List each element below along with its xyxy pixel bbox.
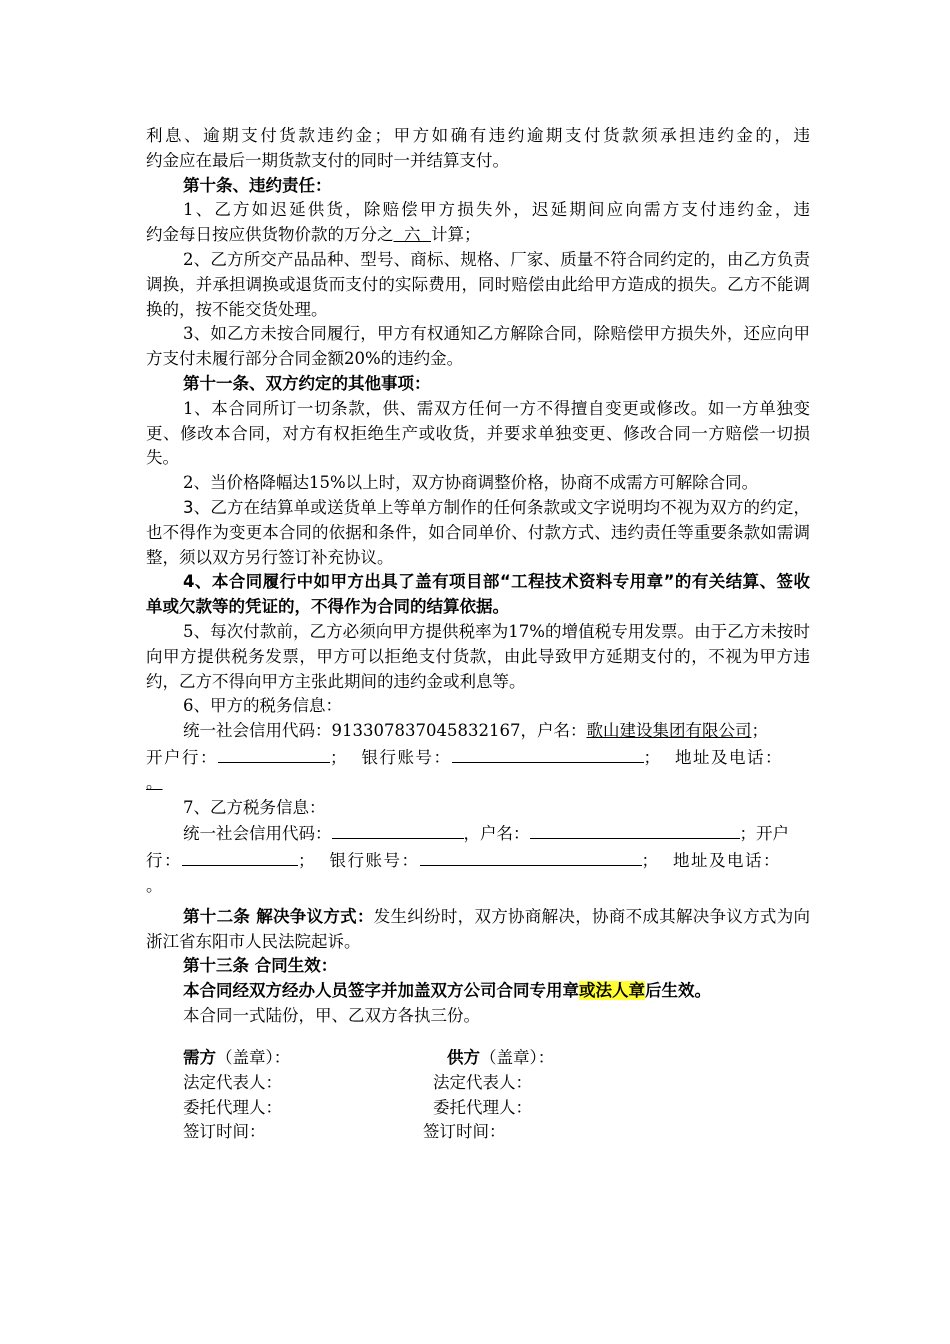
article-11-clause-3: 3、乙方在结算单或送货单上等单方制作的任何条款或文字说明均不视为双方的约定，也不得作为变更本合同的依据和条件，如合同单价、付款方式、违约责任等重要条款如需调整，须以双方另行签订补充协议。 <box>146 497 810 567</box>
buyer-seal-line <box>183 1046 290 1071</box>
article-11-clause-2: 2、当价格降幅达15%以上时，双方协商调整价格，协商不成需方可解除合同。 <box>183 473 759 493</box>
intro-line-2: 约金应在最后一期货款支付的同时一并结算支付。 <box>146 150 509 170</box>
supplier-seal-line <box>433 1046 554 1071</box>
article-11-clause-6-title: 6、甲方的税务信息： <box>183 696 342 716</box>
supplier-sign-date: 签订时间： <box>423 1122 506 1142</box>
punctuation: ； <box>641 851 660 871</box>
address-label: 地址及电话： <box>673 851 781 871</box>
punctuation: ； <box>330 747 348 767</box>
bank-label-start: ；开户 <box>739 824 789 844</box>
article-11-clause-7-title: 7、乙方税务信息： <box>183 797 326 817</box>
party-a-tax-code-line <box>146 719 810 744</box>
article-11-title: 第十一条、双方约定的其他事项： <box>183 373 431 393</box>
address-label: 地址及电话： <box>675 747 783 767</box>
bank-label: 开户行： <box>146 747 218 767</box>
party-a-bank-field[interactable] <box>218 744 330 763</box>
supplier-agent: 委托代理人： <box>433 1097 532 1117</box>
account-name-label: ，户名： <box>463 824 530 844</box>
highlighted-text: 或法人章 <box>579 981 645 1001</box>
article-11-clause-4: 4、本合同履行中如甲方出具了盖有项目部“工程技术资料专用章”的有关结算、签收单或欠款等的凭证的，不得作为合同的结算依据。 <box>146 572 810 617</box>
article-10-title: 第十条、违约责任： <box>183 175 332 195</box>
buyer-agent: 委托代理人： <box>183 1097 282 1117</box>
party-a-tax-code: 913307837045832167 <box>331 721 521 741</box>
article-13-copies: 本合同一式陆份，甲、乙双方各执三份。 <box>183 1005 480 1025</box>
party-b-account-field[interactable] <box>420 847 642 866</box>
punctuation: ； <box>751 721 768 741</box>
seal-label: （盖章）： <box>216 1048 291 1067</box>
party-b-address-line: 。 <box>146 875 163 895</box>
effect-text: 后生效。 <box>645 981 711 1001</box>
penalty-rate <box>394 225 432 244</box>
buyer-legal-rep: 法定代表人： <box>183 1072 282 1092</box>
supplier-label: 供方 <box>447 1048 480 1067</box>
article-12 <box>146 905 810 955</box>
clause-text: 约金每日按应供货物价款的万分之 <box>146 225 394 245</box>
party-b-account-name-field[interactable] <box>530 820 740 839</box>
article-13-title: 第十三条 合同生效： <box>183 956 338 976</box>
article-13-effect <box>146 979 810 1004</box>
punctuation: ； <box>298 851 316 871</box>
party-a-account-name: 歌山建设集团有限公司 <box>586 721 752 741</box>
punctuation: ； <box>643 747 662 767</box>
account-label: 银行账号： <box>329 851 420 871</box>
buyer-sign-date: 签订时间： <box>183 1122 266 1142</box>
article-10-clause-1a: 1、乙方如迟延供货，除赔偿甲方损失外，迟延期间应向需方支付违约金，违 <box>183 200 810 220</box>
party-a-address-line <box>146 771 810 796</box>
tax-code-label: 统一社会信用代码： <box>183 721 332 741</box>
article-12-title: 第十二条 解决争议方式： <box>183 906 374 926</box>
effect-text: 本合同经双方经办人员签字并加盖双方公司合同专用章 <box>183 981 579 1001</box>
party-b-tax-code-line <box>146 820 810 847</box>
penalty-rate-value: 六 <box>404 225 421 245</box>
article-10-clause-2: 2、乙方所交产品品种、型号、商标、规格、厂家、质量不符合同约定的，由乙方负责调换，并承担调换或退货而支付的实际费用，同时赔偿由此给甲方造成的损失。乙方不能调换的，按不能交货处理。 <box>146 249 810 319</box>
article-12-text: 发生纠纷时，双方协商解决，协商不成其解决争议方式为向浙江省东阳市人民法院起诉。 <box>146 906 810 951</box>
supplier-legal-rep: 法定代表人： <box>433 1072 532 1092</box>
account-label: 银行账号： <box>361 747 452 767</box>
buyer-label: 需方 <box>183 1048 216 1067</box>
article-10-clause-3: 3、如乙方未按合同履行，甲方有权通知乙方解除合同，除赔偿甲方损失外，还应向甲方支付未履行部分合同金额20%的违约金。 <box>146 324 810 369</box>
party-a-address-field[interactable]: 。 <box>146 772 163 792</box>
party-b-tax-code-field[interactable] <box>332 820 464 839</box>
party-b-bank-field[interactable] <box>182 847 298 866</box>
clause-text: 计算； <box>431 225 481 245</box>
account-name-label: ，户名： <box>520 721 587 741</box>
bank-label-end: 行： <box>146 851 182 871</box>
party-a-account-field[interactable] <box>452 744 644 763</box>
contract-body <box>146 124 810 1029</box>
seal-label: （盖章）： <box>480 1048 555 1067</box>
tax-code-label: 统一社会信用代码： <box>183 824 332 844</box>
party-b-bank-line <box>146 847 810 874</box>
signature-block-buyer <box>183 1046 290 1145</box>
article-10-clause-1b <box>146 223 810 248</box>
article-11-clause-5: 5、每次付款前，乙方必须向甲方提供税率为17%的增值税专用发票。由于乙方未按时向甲方提供税务发票，甲方可以拒绝支付货款，由此导致甲方延期支付的，不视为甲方违约，乙方不得向甲方主张此期间的违约金或利息等。 <box>146 621 810 691</box>
article-11-clause-1: 1、本合同所订一切条款，供、需双方任何一方不得擅自变更或修改。如一方单独变更、修改本合同，对方有权拒绝生产或收货，并要求单独变更、修改合同一方赔偿一切损失。 <box>146 398 810 468</box>
signature-block-supplier <box>423 1046 555 1145</box>
party-a-bank-line <box>146 744 810 771</box>
intro-line-1: 利息、逾期支付货款违约金；甲方如确有违约逾期支付货款须承担违约金的，违 <box>146 126 810 145</box>
